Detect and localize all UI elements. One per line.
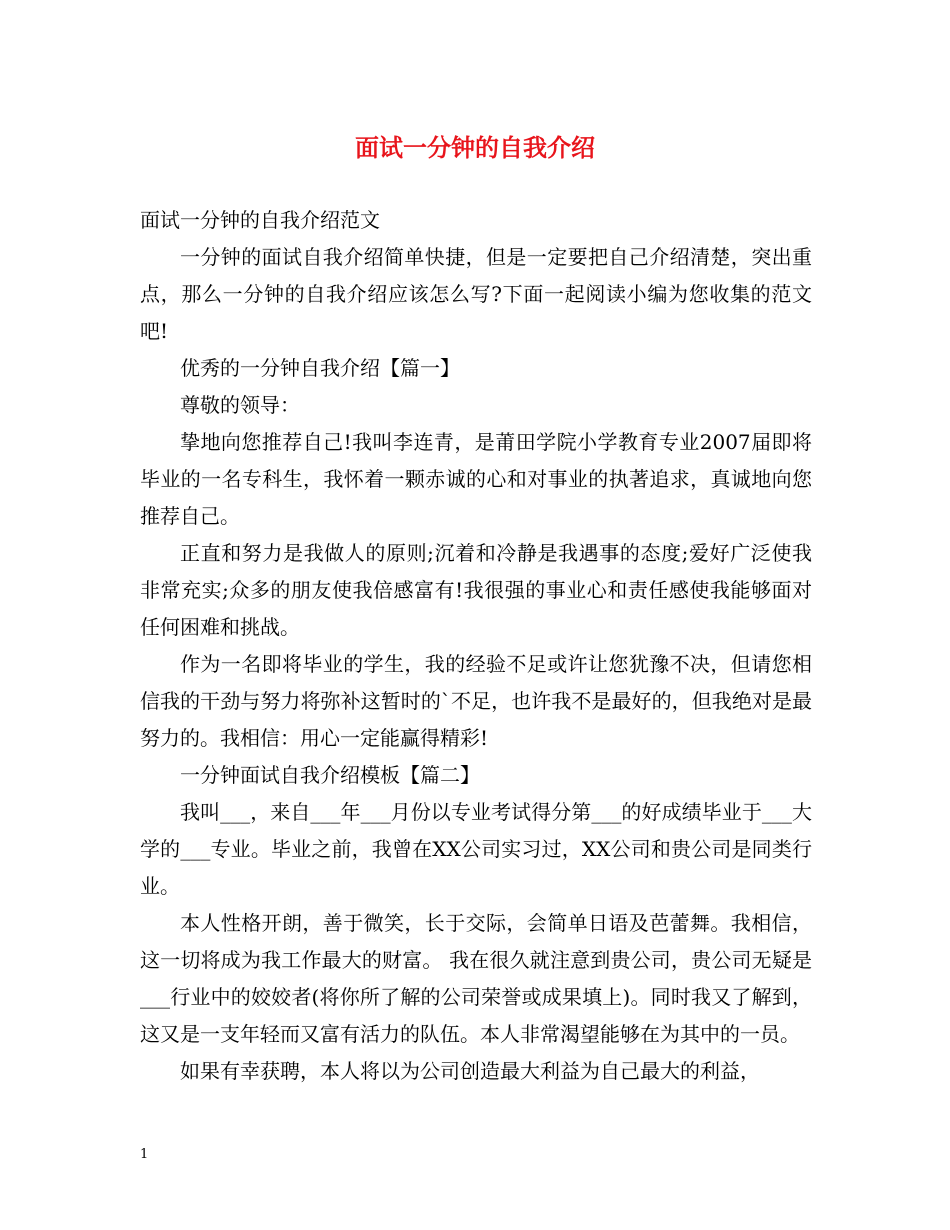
page-title: 面试一分钟的自我介绍 — [355, 133, 595, 162]
paragraph: 优秀的一分钟自我介绍【篇一】 — [180, 356, 460, 380]
paragraph: 作为一名即将毕业的学生，我的经验不足或许让您犹豫不决，但请您相信我的干劲与努力将弥补这暂时的`不足，也许我不是最好的，但我绝对是最努力的。我相信：用心一定能赢得精彩! — [140, 652, 812, 750]
paragraph: 如果有幸获聘，本人将以为公司创造最大利益为自己最大的利益， — [180, 1059, 760, 1083]
paragraph: 本人性格开朗，善于微笑，长于交际，会简单日语及芭蕾舞。我相信，这一切将成为我工作最大的财富。 我在很久就注意到贵公司，贵公司无疑是___行业中的姣姣者(将你所了解的公司荣誉或成果填上)。同时我又了解到，这又是一支年轻而又富有活力的队伍。本人非常渴望能够在为其中的一员。 — [140, 911, 812, 1046]
paragraph: 一分钟的面试自我介绍简单快捷，但是一定要把自己介绍清楚，突出重点，那么一分钟的自我介绍应该怎么写?下面一起阅读小编为您收集的范文吧! — [140, 245, 812, 343]
page-number: 1 — [140, 1147, 149, 1162]
document-body — [140, 202, 812, 1090]
paragraph: 正直和努力是我做人的原则;沉着和冷静是我遇事的态度;爱好广泛使我非常充实;众多的朋友使我倍感富有!我很强的事业心和责任感使我能够面对任何困难和挑战。 — [140, 541, 812, 639]
paragraph: 面试一分钟的自我介绍范文 — [140, 208, 380, 232]
paragraph: 一分钟面试自我介绍模板【篇二】 — [180, 763, 480, 787]
paragraph: 尊敬的领导： — [180, 393, 300, 417]
paragraph: 我叫___，来自___年___月份以专业考试得分第___的好成绩毕业于___大学的___专业。毕业之前，我曾在XX公司实习过，XX公司和贵公司是同类行业。 — [140, 800, 812, 898]
paragraph: 挚地向您推荐自己!我叫李连青，是莆田学院小学教育专业2007届即将毕业的一名专科生，我怀着一颗赤诚的心和对事业的执著追求，真诚地向您推荐自己。 — [140, 430, 812, 528]
